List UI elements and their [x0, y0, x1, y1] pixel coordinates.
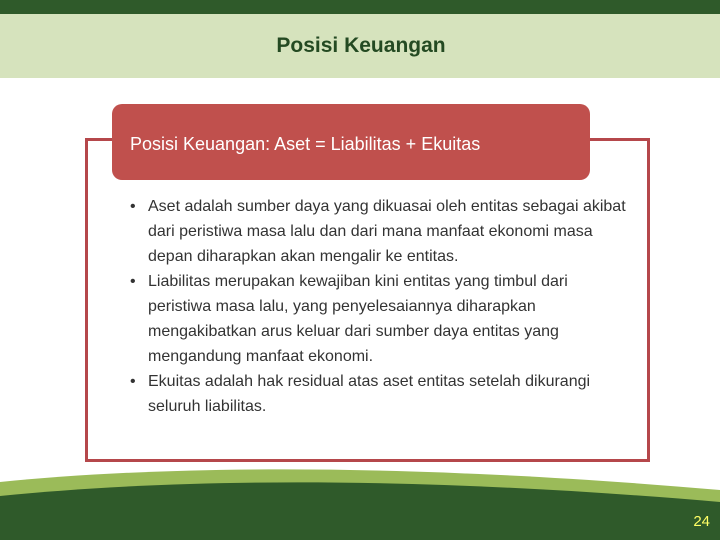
bullet-item-ekuitas	[128, 369, 633, 419]
bullet-item-aset	[128, 194, 633, 269]
footer-wave	[0, 462, 720, 540]
bullet-text: Liabilitas merupakan kewajiban kini entitas yang timbul dari peristiwa masa lalu, yang penyelesaiannya diharapkan mengakibatkan arus keluar dari sumber daya entitas yang mengandung manfaat ekonomi.	[148, 273, 568, 365]
bullet-marker: •	[130, 198, 136, 215]
bullet-text: Ekuitas adalah hak residual atas aset entitas setelah dikurangi seluruh liabilitas.	[148, 373, 591, 415]
bullet-item-liabilitas	[128, 269, 633, 369]
bullet-marker: •	[130, 373, 136, 390]
bullet-text: Aset adalah sumber daya yang dikuasai oleh entitas sebagai akibat dari peristiwa masa lalu dan dari mana manfaat ekonomi masa depan diharapkan akan mengalir ke entitas.	[148, 198, 626, 265]
top-bar	[0, 0, 720, 14]
page-number: 24	[693, 513, 710, 530]
slide-title: Posisi Keuangan	[276, 34, 446, 57]
content-header: Posisi Keuangan: Aset = Liabilitas + Ekuitas	[130, 133, 481, 154]
bullet-list	[128, 194, 633, 419]
bullet-marker: •	[130, 273, 136, 290]
